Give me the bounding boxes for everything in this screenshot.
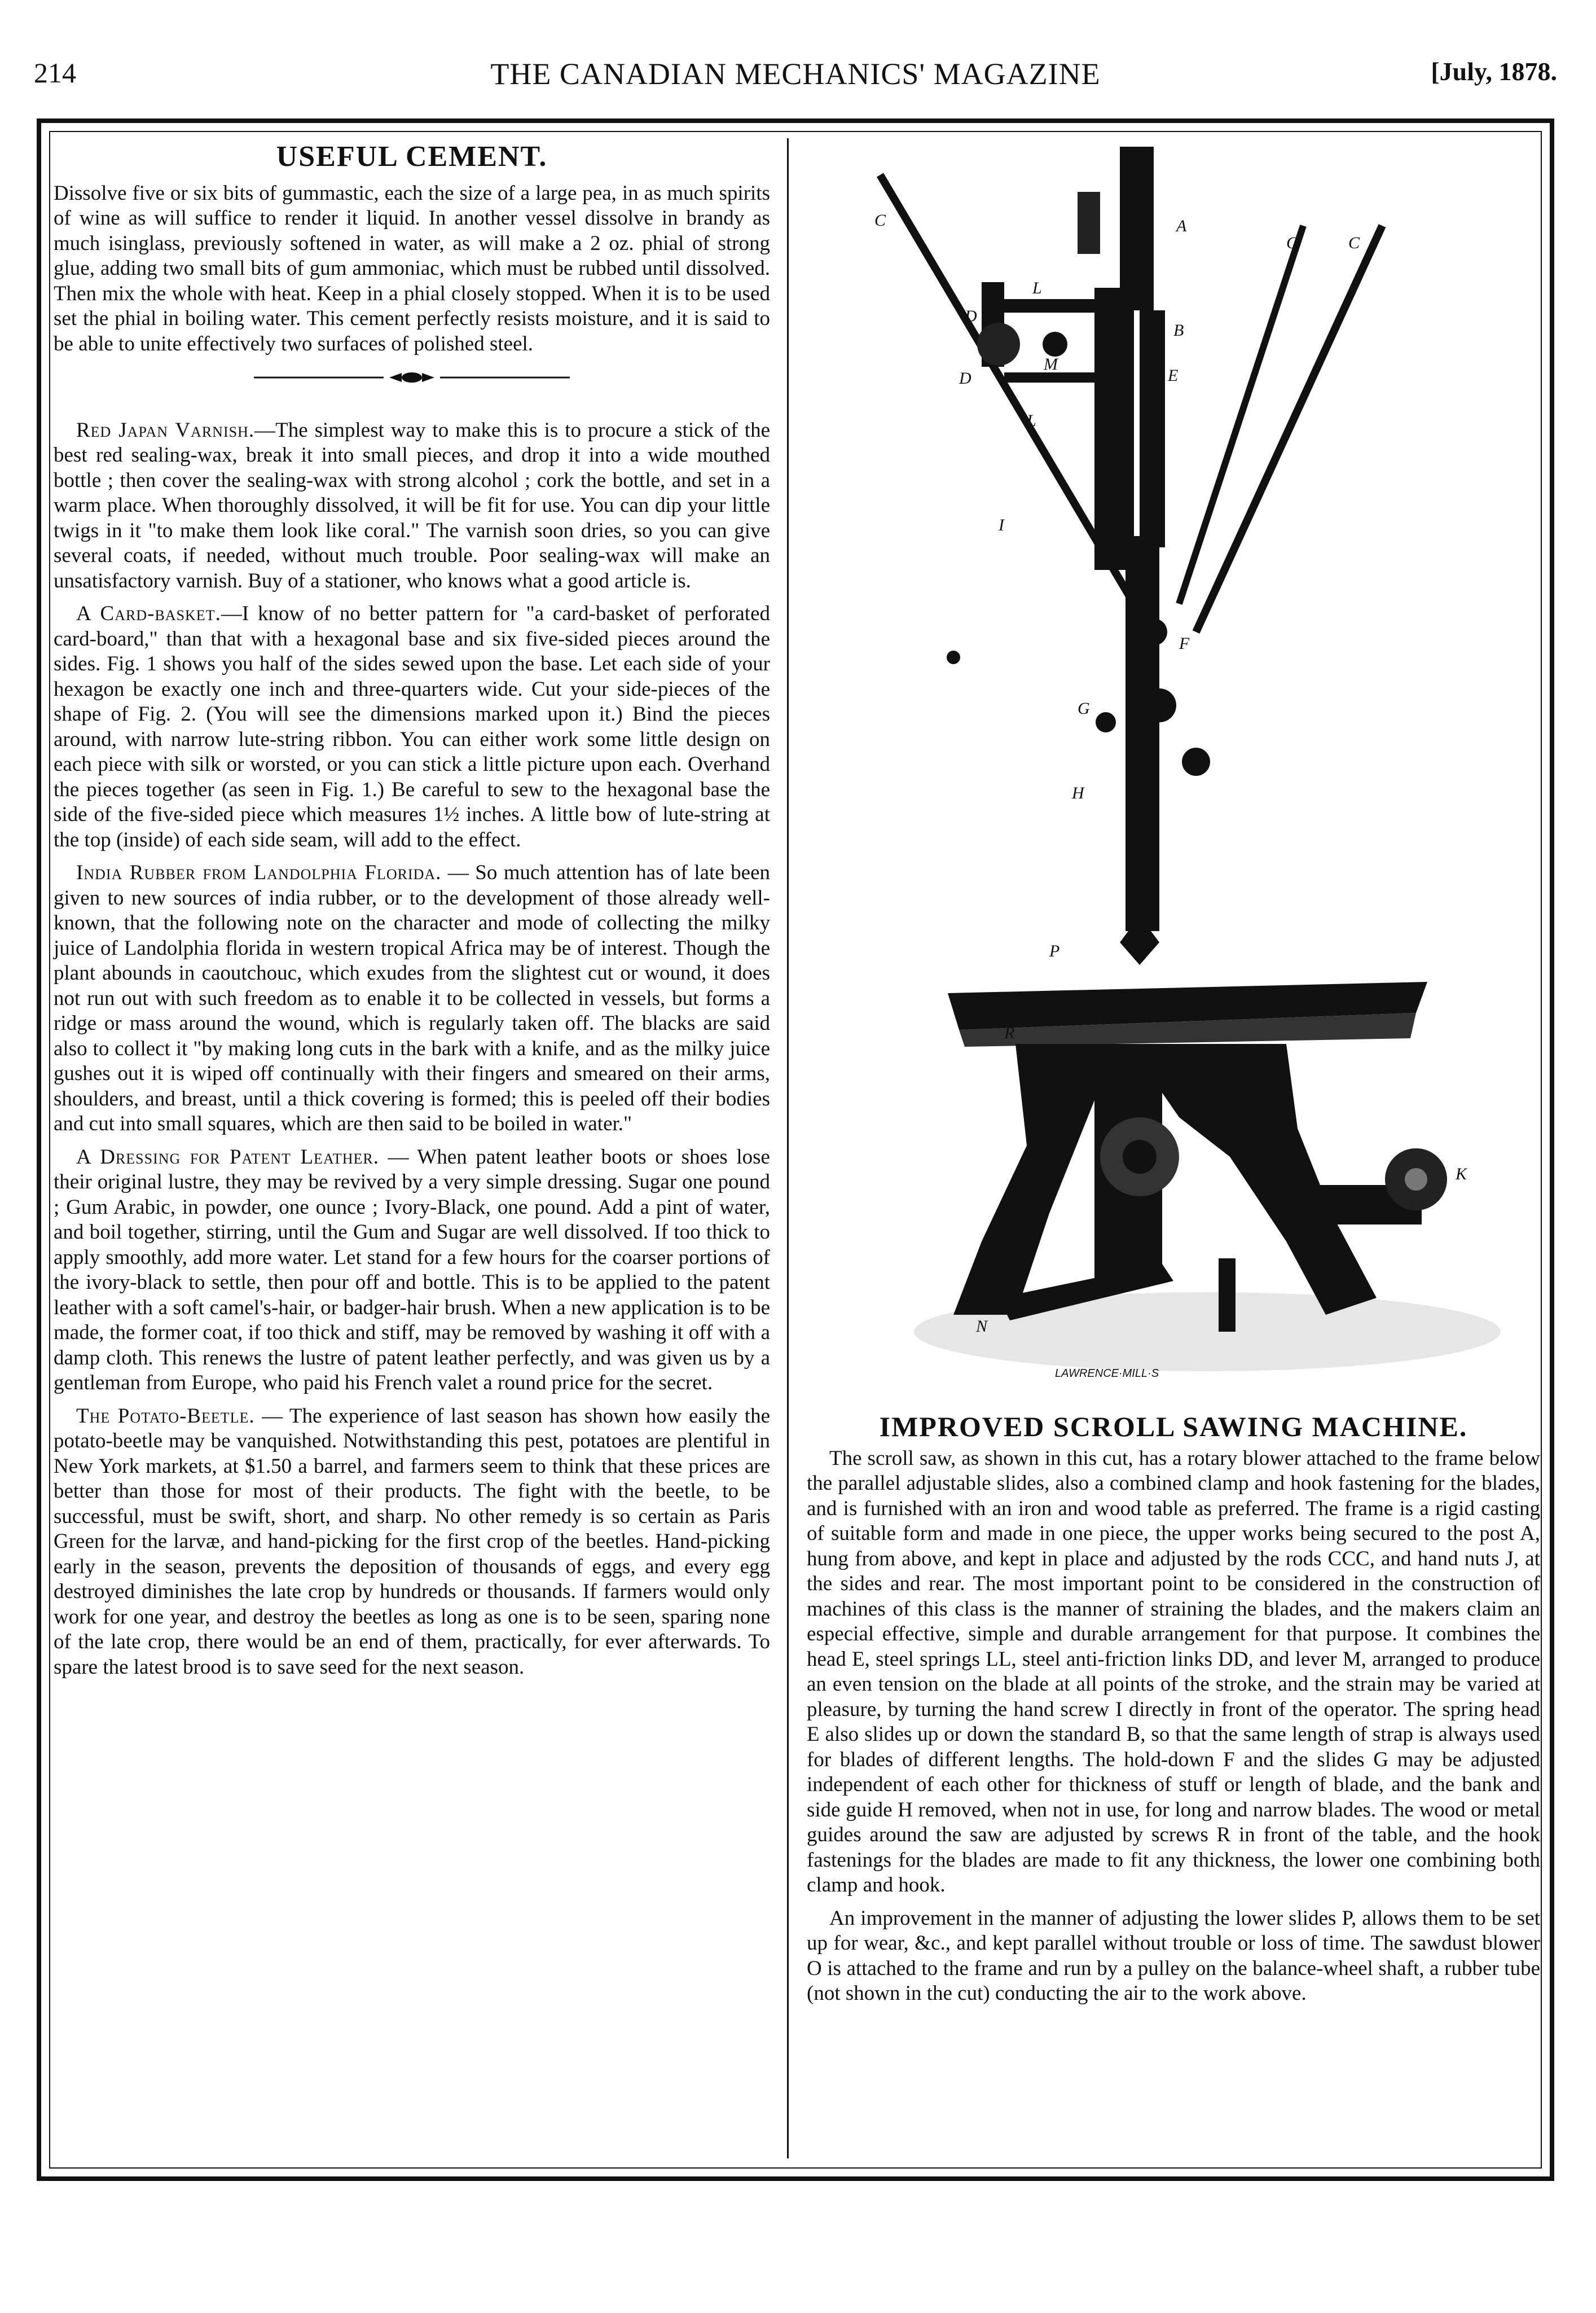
rubber-paragraph xyxy=(54,861,770,1137)
beetle-paragraph xyxy=(54,1404,770,1680)
leather-head: A Dressing for Patent Leather. xyxy=(76,1145,379,1169)
label-d-2: D xyxy=(959,369,971,388)
label-d-1: D xyxy=(965,307,977,326)
label-b: B xyxy=(1173,321,1184,340)
scroll-saw-title: IMPROVED SCROLL SAWING MACHINE. xyxy=(879,1411,1468,1442)
label-c-2: C xyxy=(1286,234,1298,252)
post-a xyxy=(1120,147,1154,310)
cement-title: USEFUL CEMENT. xyxy=(276,141,548,173)
varnish-head: Red Japan Varnish. xyxy=(76,418,255,442)
label-l-1: L xyxy=(1032,279,1042,297)
leather-paragraph xyxy=(54,1145,770,1396)
magazine-title: THE CANADIAN MECHANICS' MAGAZINE xyxy=(490,57,1101,91)
frame-leg-left xyxy=(953,1044,1106,1315)
rod-c-mid xyxy=(1179,226,1303,604)
left-column xyxy=(54,141,770,1688)
rubber-head: India Rubber from Landolphia Florida. xyxy=(76,861,442,884)
label-m: M xyxy=(1044,355,1058,374)
ornament-icon xyxy=(254,371,570,384)
scroll-saw-illustration xyxy=(812,141,1535,1405)
rubber-text: — So much attention has of late been given to new sources of india rubber, or to the development of those already well-known, that the following note on the character and mode of collecting the milky juice of Landolphia florida in western tropical Africa may be of interest. Though the plant abounds in caoutchouc, which exudes from the slightest cut or wound, it does not run out with such freedom as to enable it to be collected in vessels, but forms a ridge or mass around the wound, which is regularly taken off. The blacks are said also to collect it "by making long cuts in the bark with a knife, and as the milky juice gushes out it is wiped off continually with their fingers and smeared on their arms, shoulders, and breast, until a thick covering is formed; this is peeled off their bodies and cut into small squares, which are then said to be boiled in water." xyxy=(54,861,770,1135)
basket-paragraph xyxy=(54,602,770,853)
leather-text: — When patent leather boots or shoes lose their original lustre, they may be revived by a very simple dressing. Sugar one pound ; Gum Arabic, in powder, one ounce ; Ivory-Black, one pound. Add a pint of water, and boil together, stirring, until the Gum and Sugar are well dissolved. If too thick to apply smoothly, add more water. Let stand for a few hours for the coarser portions of the ivory-black to settle, then pour off and bottle. This is to be applied to the patent leather with a soft camel's-hair, or badger-hair brush. When a new application is to be made, the former coat, if too thick and stiff, may be removed by washing it off with a damp cloth. This renews the lustre of patent leather perfectly, and was given us by a gentleman from Europe, who paid his French valet a round price for the secret. xyxy=(54,1145,770,1394)
label-h: H xyxy=(1072,784,1084,802)
right-column-text xyxy=(807,1411,1540,2014)
engraver-signature: LAWRENCE·MILL·S xyxy=(1055,1367,1159,1380)
rod-c-right xyxy=(1196,226,1382,632)
page-header xyxy=(34,56,1557,107)
label-o: O xyxy=(1162,1063,1175,1082)
page-number: 214 xyxy=(34,57,76,89)
label-c-1: C xyxy=(874,211,886,230)
label-n: N xyxy=(976,1317,988,1336)
label-f: F xyxy=(1179,634,1190,653)
varnish-paragraph xyxy=(54,418,770,594)
ornament-divider xyxy=(54,367,770,392)
label-r: R xyxy=(1004,1024,1015,1042)
beetle-text: — The experience of last season has shown how easily the potato-beetle may be vanquished. Notwithstanding this pest, potatoes are plentiful in New York markets, at $1.50 a barrel, and farmers seem to think that these prices are better than those for most of their products. The fight with the beetle, to be successful, must be swift, short, and sharp. No other remedy is so certain as Paris Green for the larvæ, and hand-picking for the first crop of the beetles. Hand-picking early in the season, prevents the deposition of thousands of eggs, and every egg destroyed diminishes the late crop by hundreds or thousands. If farmers would only work for one year, and destroy the beetles as long as one is to be seen, sparing none of the late crop, there would be an end of them, practically, for ever afterwards. To spare the latest brood is to save seed for the next season. xyxy=(54,1404,770,1679)
cement-text: Dissolve five or six bits of gummastic, each the size of a large pea, in as much spirits of wine as will suffice to render it liquid. In another vessel dissolve in brandy as much isinglass, previously softened in water, as will make a 2 oz. phial of strong glue, adding two small bits of gum ammoniac, which must be rubbed until dissolved. Then mix the whole with heat. Keep in a phial closely stopped. When it is to be used set the phial in boiling water. This cement perfectly resists moisture, and it is said to be able to unite effectively two surfaces of polished steel. xyxy=(54,181,770,355)
scroll-saw-paragraph-1: The scroll saw, as shown in this cut, has a rotary blower attached to the frame below the parallel adjustable slides, also a combined clamp and hook fastening for the blades, and is furnished with an iron and wood table as preferred. The frame is a rigid casting of suitable form and made in one piece, the upper works being secured to the post A, hung from above, and kept in place and adjusted by the rods CCC, and hand nuts J, at the sides and rear. The most important point to be considered in the construction of machines of this class is the manner of straining the blades, and the makers claim an especial effective, simple and durable arrangement for that purpose. It combines the head E, steel springs LL, steel anti-friction links DD, and lever M, arranged to produce an even tension on the blade at all points of the stroke, and the strain may be varied at pleasure, by turning the hand screw I directly in front of the operator. The spring head E also slides up or down the standard B, so that the same length of strap is always used for blades of different lengths. The hold-down F and the slides G may be adjusted independent of each other for thickness of stuff or length of blade, and the bank and side guide H removed, when not in use, for long and narrow blades. The wood or metal guides around the saw are adjusted by screws R in front of the table, and the hook fastenings for the blades are made to fit any thickness, the lower one combining both clamp and hook. xyxy=(807,1446,1540,1897)
issue-date: [July, 1878. xyxy=(1431,57,1557,86)
label-g: G xyxy=(1078,699,1090,718)
basket-head: A Card-basket. xyxy=(76,602,221,625)
varnish-text: —The simplest way to make this is to procure a stick of the best red sealing-wax, break it into small pieces, and drop it into a wide mouthed bottle ; then cover the sealing-wax with strong alcohol ; cork the bottle, and set in a warm place. When thoroughly dissolved, it will be fit for use. You can dip your little twigs in it "to make them look like coral." The varnish soon dries, so you can give several coats, if needed, without much trouble. Poor sealing-wax will make an unsatisfactory varnish. Buy of a stationer, who knows what a good article is. xyxy=(54,418,770,592)
basket-text: —I know of no better pattern for "a card-basket of perforated card-board," than that with a hexagonal base and six five-sided pieces around the sides. Fig. 1 shows you half of the sides sewed upon the base. Let each side of your hexagon be exactly one inch and three-quarters wide. Cut your side-pieces of the shape of Fig. 2. (You will see the dimensions marked upon it.) Bind the pieces around, with narrow lute-string ribbon. You can either work some little design on each piece with silk or worsted, or you can stick a little picture upon each. Overhand the pieces together (as seen in Fig. 1.) Be careful to sew to the hexagonal base the side of the five-sided piece which measures 1½ inches. A little bow of lute-string at the top (inside) of each side seam, will add to the effect. xyxy=(54,602,770,852)
label-k: K xyxy=(1456,1165,1467,1183)
label-j: J xyxy=(1202,510,1210,529)
label-i: I xyxy=(999,516,1004,534)
label-a: A xyxy=(1176,217,1187,235)
label-e: E xyxy=(1168,366,1179,385)
label-l-2: L xyxy=(1027,411,1036,430)
beetle-head: The Potato-Beetle. xyxy=(76,1404,255,1428)
label-p: P xyxy=(1049,942,1060,960)
scroll-saw-paragraph-2: An improvement in the manner of adjusting the lower slides P, allows them to be set up for wear, &c., and kept parallel without trouble or loss of time. The sawdust blower O is attached to the frame and run by a pulley on the balance-wheel shaft, a rubber tube (not shown in the cut) conducting the air to the work above. xyxy=(807,1906,1540,2005)
column-divider xyxy=(787,138,789,2158)
label-c-3: C xyxy=(1348,234,1360,252)
standard-b xyxy=(1125,536,1159,931)
